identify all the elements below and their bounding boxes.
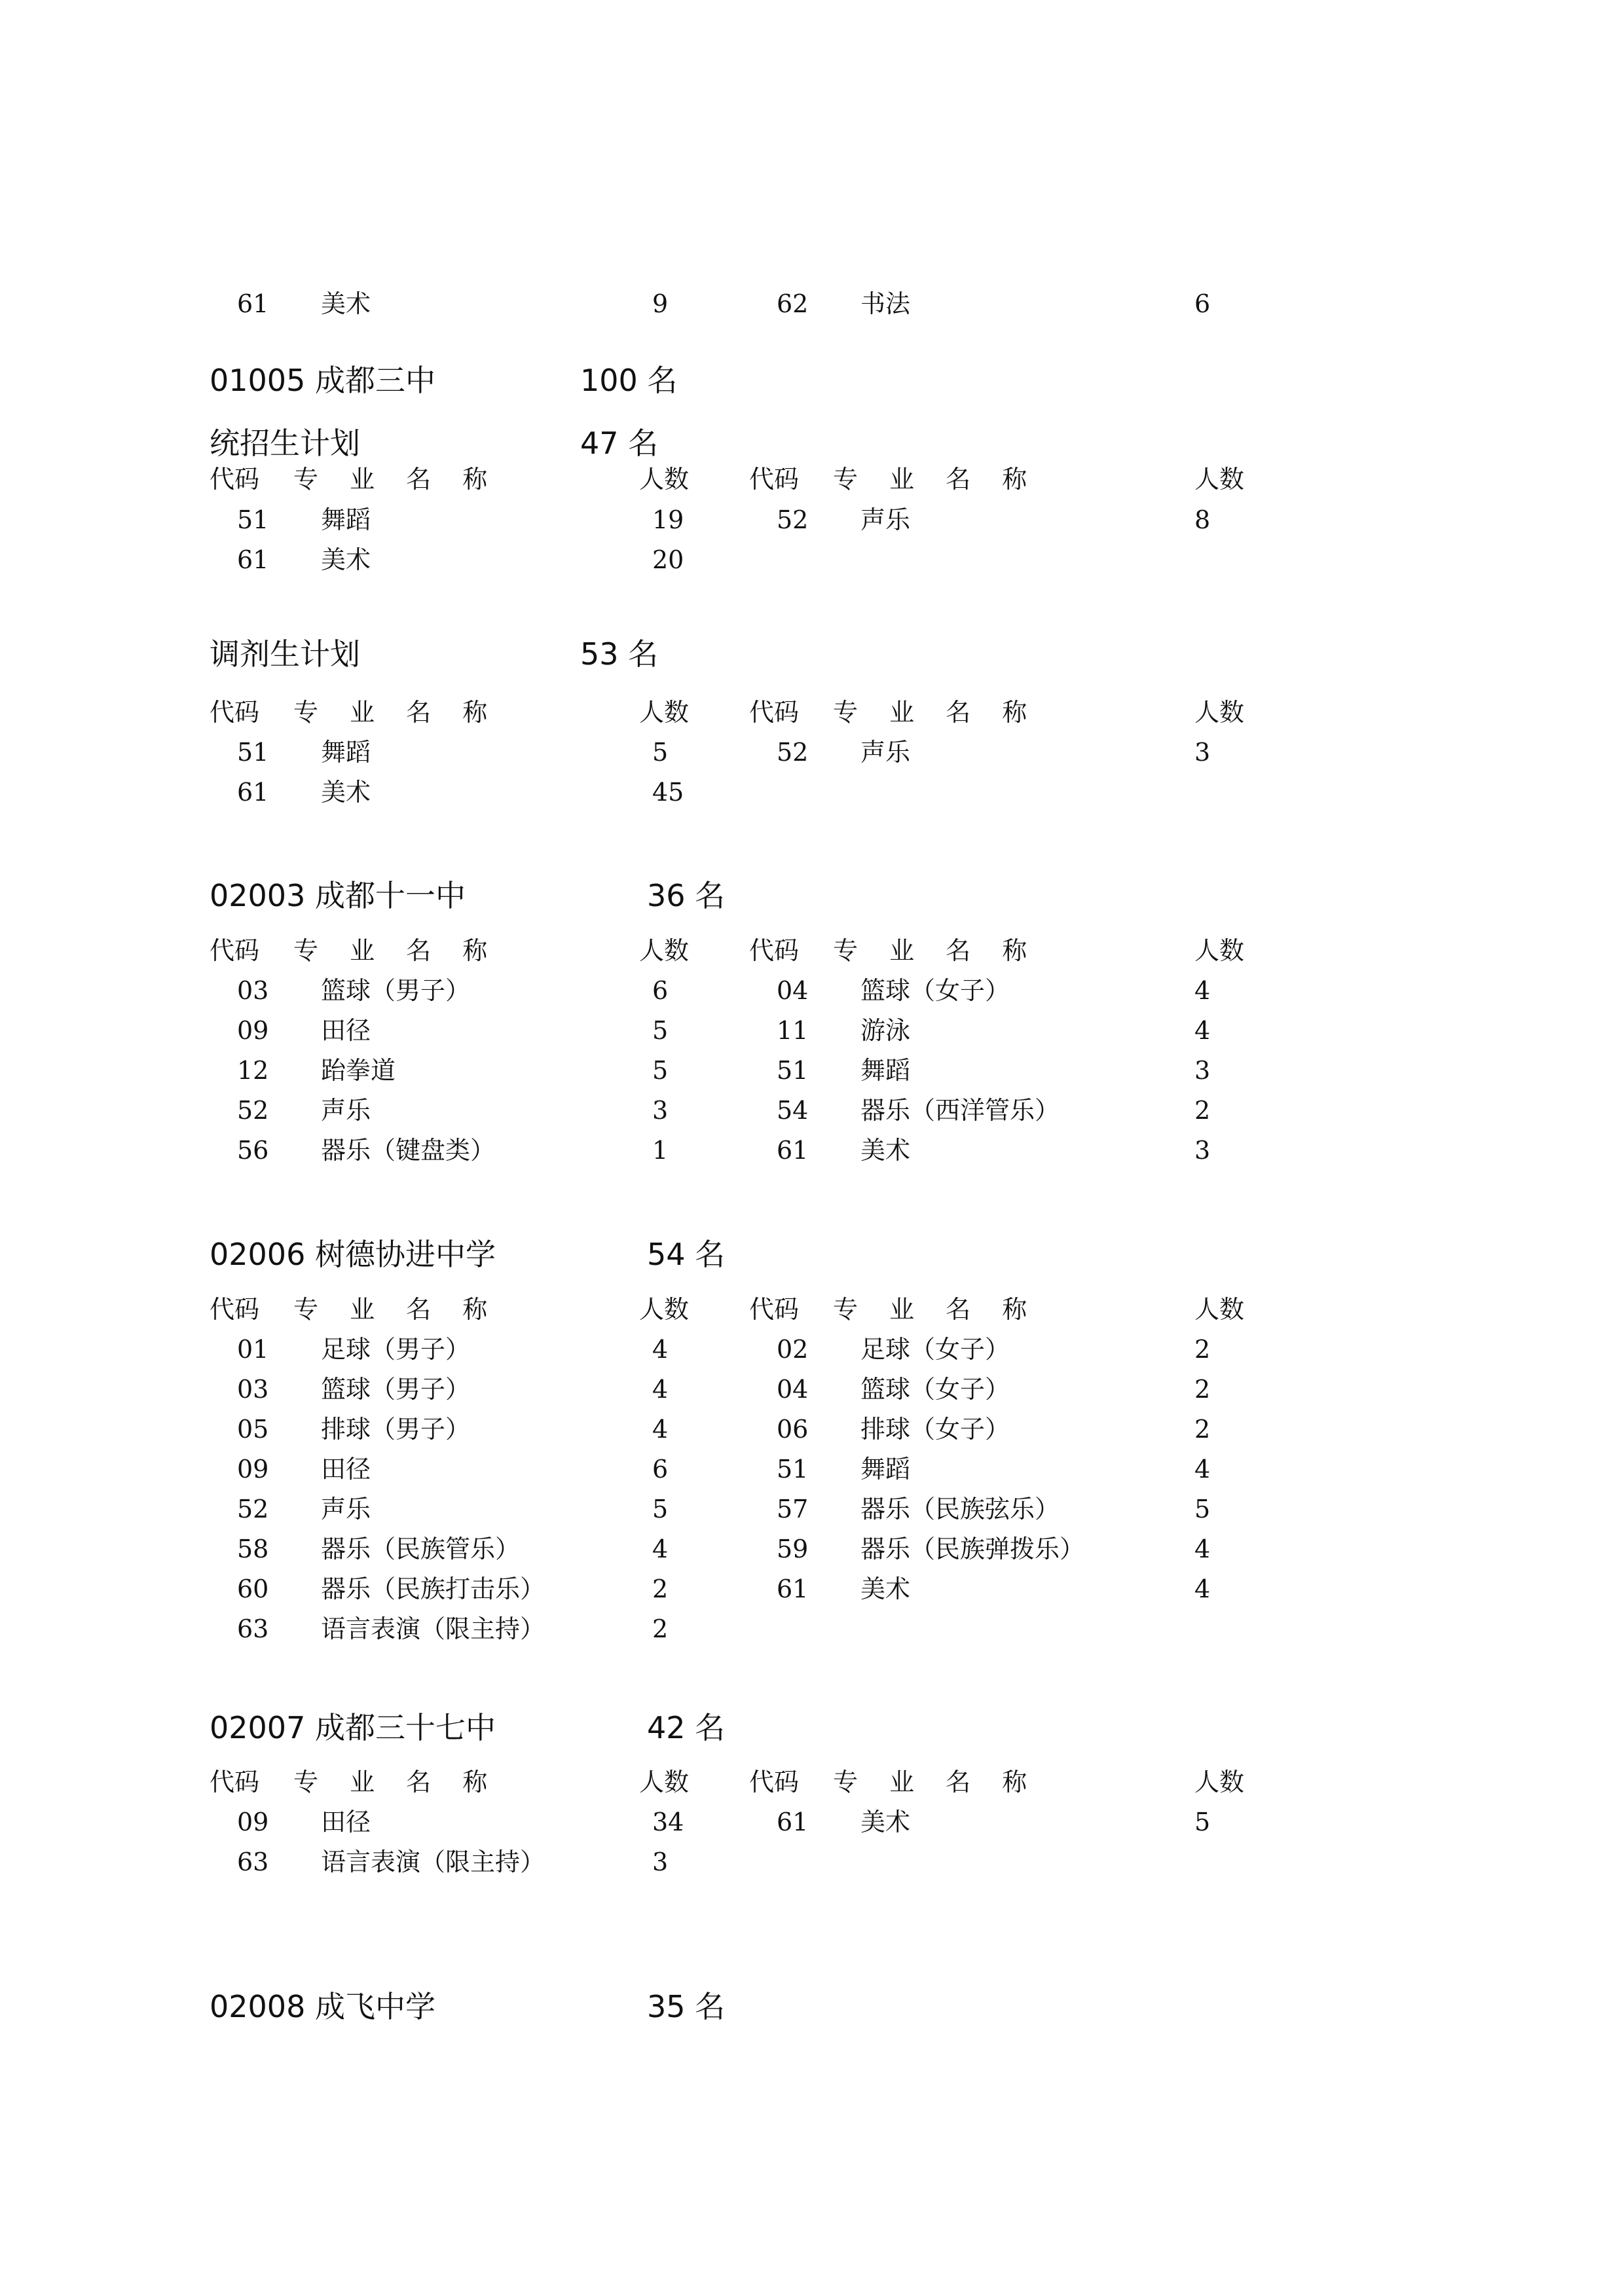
major-name: 语言表演（限主持） [321,1848,545,1876]
plan-total: 47 名 [580,426,659,461]
header-code: 代码 [749,1768,800,1796]
major-name: 美术 [860,1136,911,1165]
major-code: 51 [237,738,269,767]
plan-heading-adjusted [210,631,659,677]
major-name: 美术 [321,545,371,574]
major-code: 51 [777,1056,809,1085]
enrollment-count: 3 [1194,738,1211,767]
major-name: 田径 [321,1455,371,1484]
major-code: 51 [777,1455,809,1484]
school-total: 100 名 [580,363,678,398]
major-name: 排球（女子） [860,1415,1010,1444]
enrollment-count: 5 [652,1056,669,1085]
table-row [0,1802,1624,1842]
table-header [0,1762,1624,1802]
table-row [0,1051,1624,1090]
enrollment-count: 2 [652,1575,669,1603]
school-title: 02008 成飞中学 [210,1989,435,2024]
table-row [0,284,1624,323]
table-header [0,460,1624,499]
major-code: 61 [777,1136,809,1165]
enrollment-count: 2 [1194,1096,1211,1125]
major-name: 美术 [860,1808,911,1836]
header-name: 专 业 名 称 [833,1768,1039,1796]
major-code: 04 [777,976,809,1005]
major-name: 语言表演（限主持） [321,1614,545,1643]
enrollment-count: 3 [652,1848,669,1876]
header-code: 代码 [749,698,800,727]
major-name: 篮球（男子） [321,1375,471,1404]
major-name: 美术 [321,778,371,807]
table-row [0,500,1624,539]
header-code: 代码 [210,698,260,727]
major-name: 足球（男子） [321,1335,471,1364]
major-name: 篮球（女子） [860,976,1010,1005]
table-row [0,1842,1624,1882]
header-code: 代码 [210,465,260,494]
major-name: 声乐 [860,505,911,534]
header-name: 专 业 名 称 [293,465,500,494]
enrollment-count: 6 [652,976,669,1005]
school-title: 02007 成都三十七中 [210,1710,496,1745]
header-code: 代码 [749,465,800,494]
major-code: 06 [777,1415,809,1444]
enrollment-count: 5 [652,1495,669,1523]
table-row [0,1011,1624,1050]
enrollment-count: 6 [1194,289,1211,318]
table-row [0,971,1624,1010]
enrollment-count: 4 [1194,976,1211,1005]
header-name: 专 业 名 称 [293,1768,500,1796]
major-name: 舞蹈 [860,1455,911,1484]
major-code: 11 [777,1016,809,1045]
major-code: 52 [777,505,809,534]
enrollment-count: 3 [1194,1056,1211,1085]
school-heading-02008 [210,1984,726,2030]
major-code: 05 [237,1415,269,1444]
major-name: 器乐（民族管乐） [321,1535,521,1563]
major-name: 书法 [860,289,911,318]
header-count: 人数 [1194,1295,1245,1324]
header-count: 人数 [639,1295,690,1324]
header-count: 人数 [1194,936,1245,965]
header-name: 专 业 名 称 [833,465,1039,494]
table-row [0,1489,1624,1529]
major-code: 62 [777,289,809,318]
enrollment-count: 3 [1194,1136,1211,1165]
school-heading-01005 [210,357,678,403]
header-name: 专 业 名 称 [293,936,500,965]
enrollment-count: 4 [1194,1535,1211,1563]
school-total: 36 名 [647,878,726,913]
header-count: 人数 [639,1768,690,1796]
enrollment-count: 2 [1194,1415,1211,1444]
major-name: 声乐 [321,1096,371,1125]
enrollment-count: 2 [1194,1375,1211,1404]
enrollment-count: 5 [1194,1495,1211,1523]
enrollment-count: 2 [1194,1335,1211,1364]
major-name: 器乐（键盘类） [321,1136,496,1165]
major-code: 61 [777,1808,809,1836]
school-total: 42 名 [647,1710,726,1745]
major-code: 09 [237,1455,269,1484]
header-code: 代码 [749,1295,800,1324]
enrollment-count: 4 [652,1335,669,1364]
major-name: 器乐（民族弹拨乐） [860,1535,1085,1563]
school-title: 02006 树德协进中学 [210,1237,496,1272]
major-name: 跆拳道 [321,1056,396,1085]
major-code: 60 [237,1575,269,1603]
major-name: 足球（女子） [860,1335,1010,1364]
header-name: 专 业 名 称 [293,698,500,727]
table-header [0,931,1624,970]
header-count: 人数 [1194,698,1245,727]
header-code: 代码 [210,1295,260,1324]
major-code: 09 [237,1808,269,1836]
major-name: 舞蹈 [321,738,371,767]
major-code: 56 [237,1136,269,1165]
table-header [0,1290,1624,1329]
table-row [0,1449,1624,1489]
major-code: 03 [237,976,269,1005]
table-row [0,1330,1624,1369]
enrollment-count: 20 [652,545,684,574]
major-code: 03 [237,1375,269,1404]
school-heading-02003 [210,873,726,919]
header-count: 人数 [639,936,690,965]
enrollment-count: 9 [652,289,669,318]
plan-title: 统招生计划 [210,426,360,461]
major-code: 63 [237,1614,269,1643]
enrollment-count: 4 [1194,1016,1211,1045]
table-row [0,1370,1624,1409]
enrollment-count: 19 [652,505,684,534]
header-name: 专 业 名 称 [833,936,1039,965]
header-count: 人数 [639,698,690,727]
plan-total: 53 名 [580,636,659,672]
major-name: 美术 [321,289,371,318]
major-name: 游泳 [860,1016,911,1045]
major-code: 59 [777,1535,809,1563]
major-code: 63 [237,1848,269,1876]
school-title: 01005 成都三中 [210,363,435,398]
enrollment-count: 4 [1194,1455,1211,1484]
major-name: 篮球（男子） [321,976,471,1005]
major-code: 04 [777,1375,809,1404]
school-total: 54 名 [647,1237,726,1272]
enrollment-count: 5 [1194,1808,1211,1836]
major-name: 声乐 [860,738,911,767]
major-code: 61 [237,545,269,574]
enrollment-count: 1 [652,1136,669,1165]
major-name: 田径 [321,1016,371,1045]
major-name: 美术 [860,1575,911,1603]
header-code: 代码 [210,1768,260,1796]
enrollment-count: 45 [652,778,684,807]
major-name: 器乐（西洋管乐） [860,1096,1060,1125]
table-row [0,733,1624,772]
table-header [0,693,1624,732]
major-code: 52 [777,738,809,767]
major-name: 排球（男子） [321,1415,471,1444]
enrollment-count: 3 [652,1096,669,1125]
enrollment-count: 34 [652,1808,684,1836]
school-heading-02006 [210,1231,726,1277]
major-name: 声乐 [321,1495,371,1523]
enrollment-count: 2 [652,1614,669,1643]
major-name: 篮球（女子） [860,1375,1010,1404]
header-code: 代码 [749,936,800,965]
header-name: 专 业 名 称 [833,698,1039,727]
enrollment-count: 8 [1194,505,1211,534]
major-code: 58 [237,1535,269,1563]
major-code: 57 [777,1495,809,1523]
table-row [0,1131,1624,1170]
major-code: 61 [777,1575,809,1603]
major-code: 61 [237,778,269,807]
table-row [0,1410,1624,1449]
major-name: 舞蹈 [321,505,371,534]
header-code: 代码 [210,936,260,965]
header-name: 专 业 名 称 [293,1295,500,1324]
major-code: 12 [237,1056,269,1085]
header-name: 专 业 名 称 [833,1295,1039,1324]
enrollment-count: 4 [652,1415,669,1444]
table-row [0,1091,1624,1130]
major-code: 52 [237,1096,269,1125]
table-row [0,773,1624,812]
table-row [0,1529,1624,1569]
major-code: 52 [237,1495,269,1523]
enrollment-count: 4 [652,1375,669,1404]
major-name: 器乐（民族打击乐） [321,1575,545,1603]
major-name: 器乐（民族弦乐） [860,1495,1060,1523]
table-row [0,1569,1624,1609]
header-count: 人数 [1194,465,1245,494]
enrollment-count: 5 [652,1016,669,1045]
plan-title: 调剂生计划 [210,636,360,672]
enrollment-count: 6 [652,1455,669,1484]
major-code: 54 [777,1096,809,1125]
enrollment-count: 5 [652,738,669,767]
table-row [0,540,1624,579]
table-row [0,1609,1624,1649]
header-count: 人数 [639,465,690,494]
school-total: 35 名 [647,1989,726,2024]
enrollment-count: 4 [1194,1575,1211,1603]
header-count: 人数 [1194,1768,1245,1796]
major-code: 51 [237,505,269,534]
school-heading-02007 [210,1705,726,1751]
major-code: 02 [777,1335,809,1364]
major-name: 舞蹈 [860,1056,911,1085]
enrollment-count: 4 [652,1535,669,1563]
major-code: 01 [237,1335,269,1364]
major-code: 09 [237,1016,269,1045]
major-name: 田径 [321,1808,371,1836]
school-title: 02003 成都十一中 [210,878,466,913]
major-code: 61 [237,289,269,318]
